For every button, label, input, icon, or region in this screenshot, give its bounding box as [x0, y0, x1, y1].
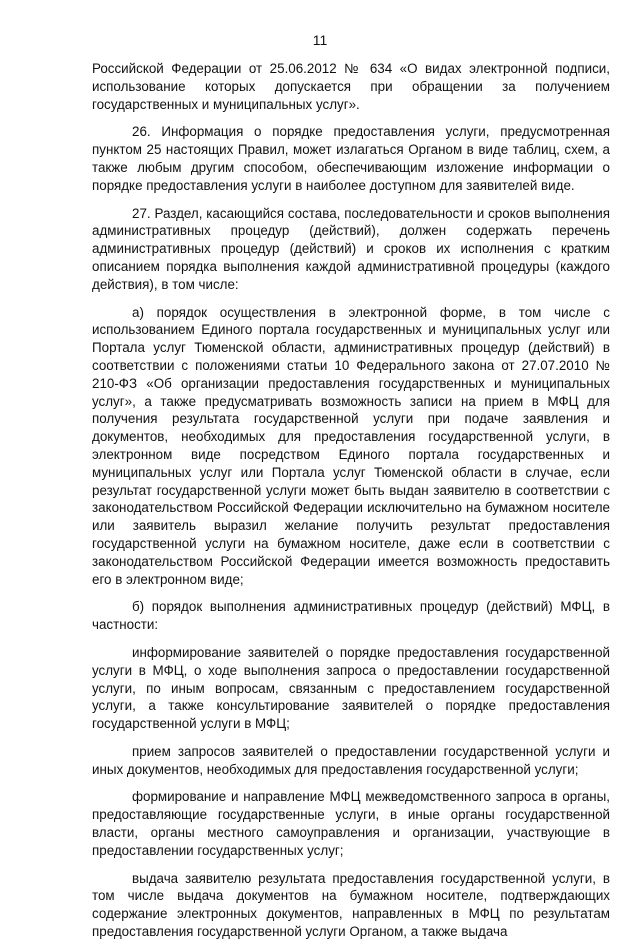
paragraph-3: 27. Раздел, касающийся состава, последовательности и сроков выполнения административных процедур (действий), должен содержать перечень административных процедур (действий) и сроков их исполнения с кратким описанием порядка выполнения каждой административной процедуры (каждого действия), в том числе: — [92, 205, 610, 292]
paragraph-4: а) порядок осуществления в электронной форме, в том числе с использованием Единого портала государственных и муниципальных услуг или Портала услуг Тюменской области, административных процедур (действий) в соответствии с положениями статьи 10 Федерального закона от 27.07.2010 № 210-ФЗ «Об организации предоставления государственных и муниципальных услуг», а также предусматривать возможность записи на прием в МФЦ для получения результата государственной услуги при подаче заявления и документов, необходимых для предоставления государственной услуги, в электронном виде посредством Единого портала государственных и муниципальных услуг или Портала услуг Тюменской области в случае, если результат государственной услуги может быть выдан заявителю в соответствии с законодательством Российской Федерации исключительно на бумажном носителе или заявитель выразил желание получить результат предоставления государственной услуги на бумажном носителе, даже если в соответствии с законодательством Российской Федерации имеется возможность предоставить его в электронном виде; — [92, 304, 610, 587]
paragraph-2: 26. Информация о порядке предоставления услуги, предусмотренная пунктом 25 настоящих Правил, может излагаться Органом в виде таблиц, схем, а также любым другим способом, обеспечивающим изложение информации о порядке предоставления услуги в наиболее доступном для заявителей виде. — [92, 124, 610, 193]
paragraph-6: информирование заявителей о порядке предоставления государственной услуги в МФЦ, о ходе выполнения запроса о предоставлении государственной услуги, по иным вопросам, связанным с предоставлением государственной услуги, а также консультирование заявителей о порядке предоставления государственной услуги в МФЦ; — [92, 644, 610, 732]
paragraph-1: Российской Федерации от 25.06.2012 № 634 «О видах электронной подписи, использование которых допускается при обращении за получением государственных и муниципальных услуг». — [92, 61, 610, 112]
page-number: 11 — [312, 32, 328, 48]
document-body — [92, 60, 610, 951]
paragraph-9: выдача заявителю результата предоставления государственной услуги, в том числе выдача документов на бумажном носителе, подтверждающих содержание электронных документов, направленных в МФЦ по результатам предоставления государственной услуги Органом, а также выдача — [92, 870, 610, 940]
paragraph-8: формирование и направление МФЦ межведомственного запроса в органы, предоставляющие государственные услуги, в иные органы государственной власти, органы местного самоуправления и организации, участвующие в предоставлении государственных услуг; — [92, 789, 610, 858]
paragraph-5: б) порядок выполнения административных процедур (действий) МФЦ, в частности: — [92, 599, 610, 633]
paragraph-7: прием запросов заявителей о предоставлении государственной услуги и иных документов, необходимых для предоставления государственной услуги; — [92, 743, 610, 777]
